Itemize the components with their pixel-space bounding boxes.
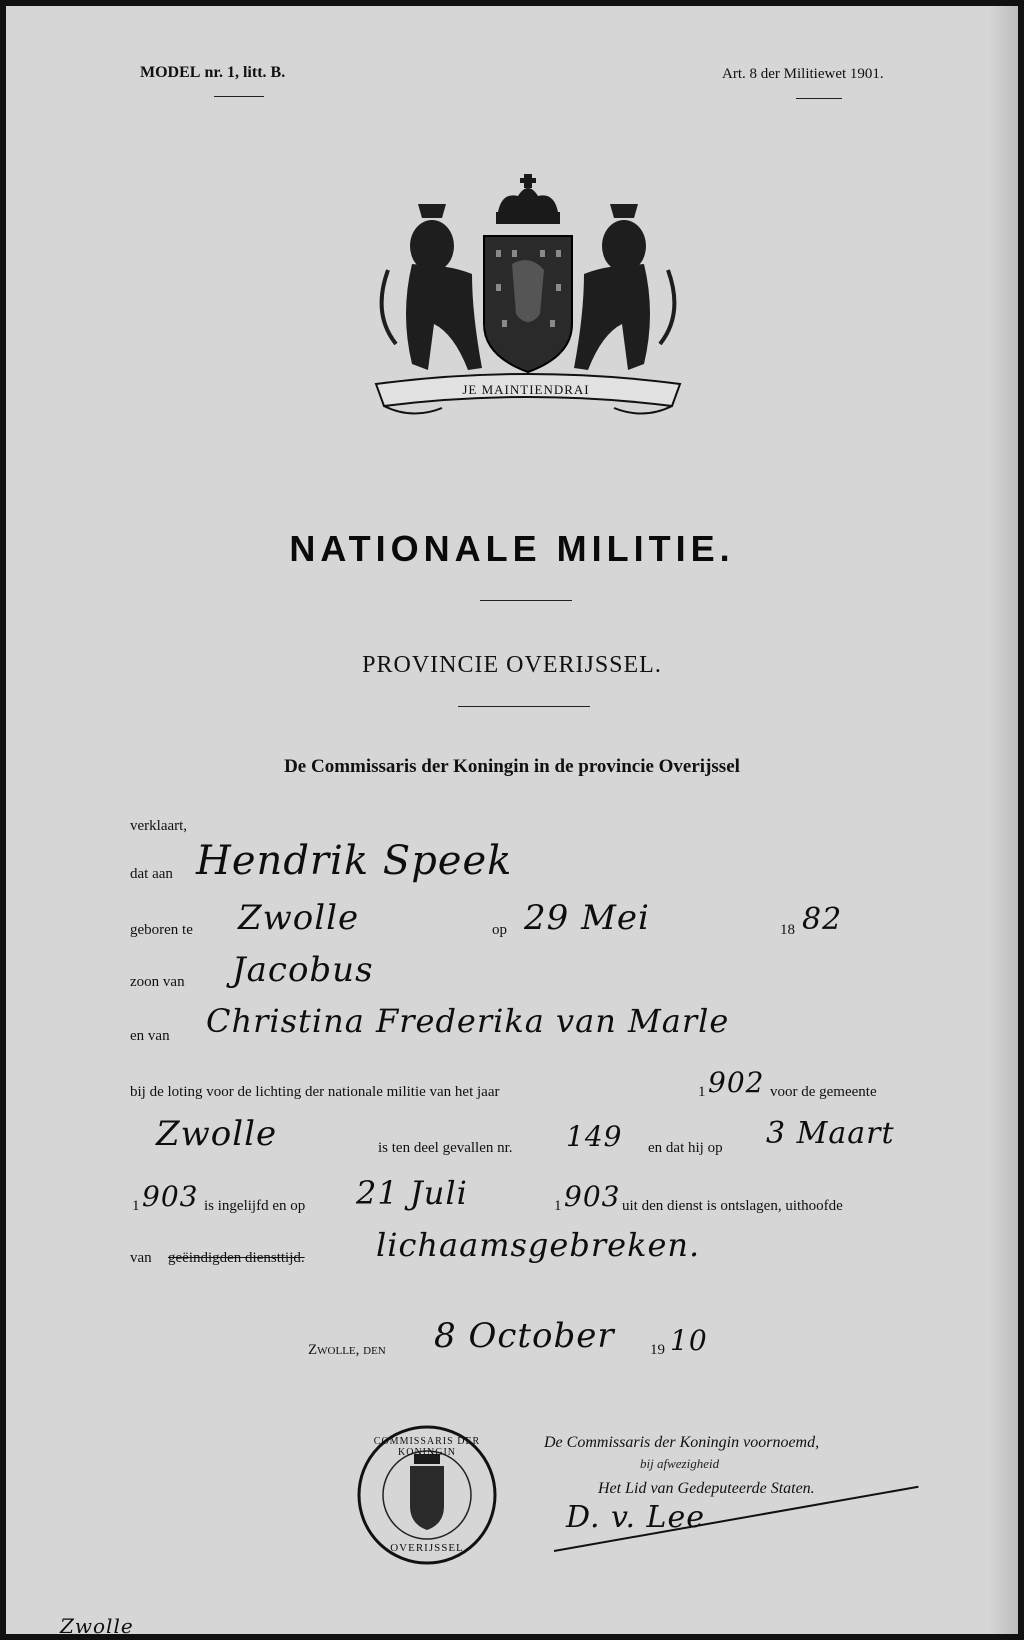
lot-number: 149	[566, 1120, 623, 1153]
recruit-name: Hendrik Speek	[196, 838, 513, 884]
loting-text: bij de loting voor de lichting der nationale militie van het jaar	[130, 1084, 500, 1100]
declarant-line: De Commissaris der Koningin in de provincie Overijssel	[284, 756, 740, 777]
header-rule-left	[214, 96, 264, 97]
issue-year-prefix: 19	[650, 1342, 665, 1358]
mother-name: Christina Frederika van Marle	[206, 1002, 730, 1040]
gemeente: Zwolle	[156, 1114, 278, 1154]
model-label	[140, 64, 285, 82]
ingelijfd-date: 3 Maart	[766, 1116, 895, 1151]
en-van-label: en van	[130, 1028, 170, 1044]
seal-text-top: COMMISSARIS DER KONINGIN	[373, 1436, 481, 1458]
province-heading: PROVINCIE OVERIJSSEL.	[362, 652, 662, 678]
birth-year-prefix: 18	[780, 922, 795, 938]
page-edge-shadow	[988, 6, 1018, 1634]
voor-de-gemeente-label: voor de gemeente	[770, 1084, 877, 1100]
place-label: Zwolle, den	[308, 1342, 386, 1358]
birth-year-suffix: 82	[802, 902, 843, 937]
document-sheet	[6, 6, 1018, 1638]
margin-note: Zwolle	[60, 1614, 134, 1638]
van-label: van	[130, 1250, 152, 1266]
ten-deel-label: is ten deel gevallen nr.	[378, 1140, 513, 1156]
ontslag-year-suffix: 903	[564, 1180, 621, 1213]
discharge-reason: lichaamsgebreken.	[376, 1226, 701, 1264]
dat-aan-label: dat aan	[130, 866, 173, 882]
struck-reason: geëindigden diensttijd.	[168, 1250, 305, 1266]
coat-of-arms-motto: JE MAINTIENDRAI	[462, 382, 590, 397]
father-name: Jacobus	[232, 950, 374, 990]
verklaart-label: verklaart,	[130, 818, 188, 834]
signatory-line-1: De Commissaris der Koningin voornoemd,	[544, 1434, 820, 1451]
lichting-year-suffix: 902	[708, 1066, 765, 1099]
document-title: NATIONALE MILITIE.	[289, 528, 735, 569]
signatory-line-2: bij afwezigheid	[640, 1456, 720, 1471]
issue-date: 8 October	[434, 1316, 615, 1356]
model-bold: MODEL	[140, 64, 201, 81]
title-rule	[480, 600, 572, 601]
op-label: op	[492, 922, 507, 938]
seal-text-bottom: OVERIJSSEL	[390, 1542, 464, 1554]
lichting-year-prefix: 1	[698, 1084, 706, 1100]
dat-hij-op-label: en dat hij op	[648, 1140, 723, 1156]
birthplace: Zwolle	[238, 898, 360, 938]
article-reference: Art. 8 der Militiewet 1901.	[722, 66, 884, 82]
geboren-te-label: geboren te	[130, 922, 193, 938]
ingelijfd-year-suffix: 903	[142, 1180, 199, 1213]
ontslag-year-prefix: 1	[554, 1198, 562, 1214]
header-rule-right	[796, 98, 842, 99]
issue-year-suffix: 10	[670, 1324, 708, 1357]
zoon-van-label: zoon van	[130, 974, 185, 990]
model-number: nr. 1, litt. B.	[204, 64, 286, 81]
province-rule	[458, 706, 590, 707]
signature: D. v. Lee	[566, 1500, 705, 1535]
signatory-line-3: Het Lid van Gedeputeerde Staten.	[598, 1480, 815, 1497]
uit-dienst-label: uit den dienst is ontslagen, uithoofde	[622, 1198, 843, 1214]
ontslag-date: 21 Juli	[356, 1174, 468, 1212]
is-ingelijfd-label: is ingelijfd en op	[204, 1198, 306, 1214]
ingelijfd-year-prefix: 1	[132, 1198, 140, 1214]
birth-day-month: 29 Mei	[524, 898, 650, 938]
